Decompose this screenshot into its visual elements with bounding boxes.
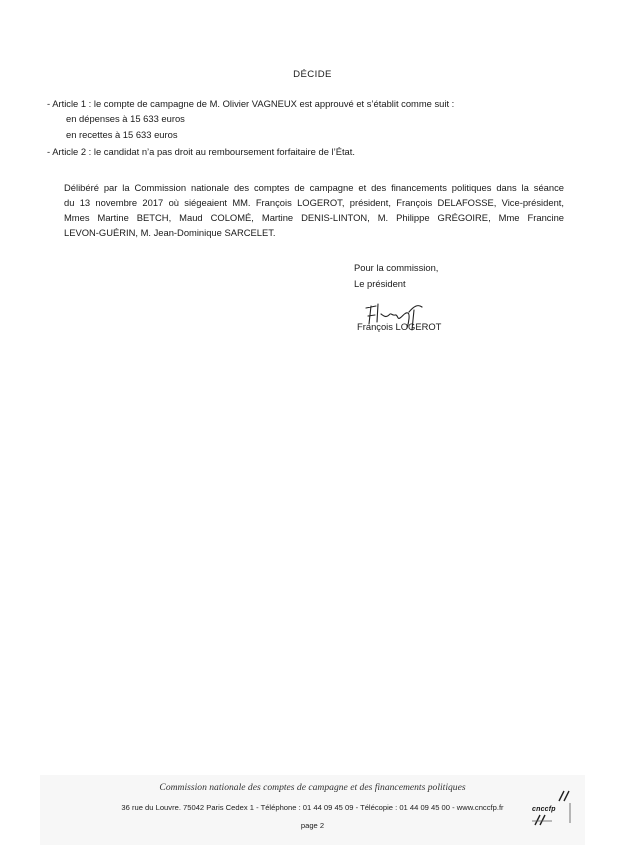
page-number: page 2 — [300, 821, 325, 830]
decision-title: DÉCIDE — [293, 69, 332, 80]
footer-address: 36 rue du Louvre. 75042 Paris Cedex 1 - Téléphone : 01 44 09 45 09 - Télécopie : 01 44 09 45 00 - www.cnccfp.fr — [121, 803, 504, 812]
signature-role: Le président — [354, 278, 406, 289]
deliberation-line-4: LEVON-GUÉRIN, M. Jean-Dominique SARCELET. — [64, 227, 276, 238]
deliberation-line-2: du 13 novembre 2017 où siégeaient MM. François LOGEROT, président, François DELAFOSSE, Vice-président, — [64, 197, 564, 208]
logo-text: cnccfp — [532, 806, 556, 813]
deliberation-line-1: Délibéré par la Commission nationale des comptes de campagne et des financements politiques dans la séance — [64, 182, 564, 193]
expenses-amount: en dépenses à 15 633 euros — [66, 113, 185, 124]
article-2: - Article 2 : le candidat n’a pas droit au remboursement forfaitaire de l’État. — [47, 146, 355, 157]
deliberation-line-3: Mmes Martine BETCH, Maud COLOMÉ, Martine DENIS-LINTON, M. Philippe GRÉGOIRE, Mme Francine — [64, 212, 564, 223]
revenues-amount: en recettes à 15 633 euros — [66, 129, 178, 140]
article-1: - Article 1 : le compte de campagne de M. Olivier VAGNEUX est approuvé et s’établit comme suit : — [47, 98, 455, 109]
signature-for-commission: Pour la commission, — [354, 262, 439, 273]
footer-organization: Commission nationale des comptes de campagne et des financements politiques — [159, 782, 466, 793]
signature-name: François LOGEROT — [357, 321, 442, 332]
